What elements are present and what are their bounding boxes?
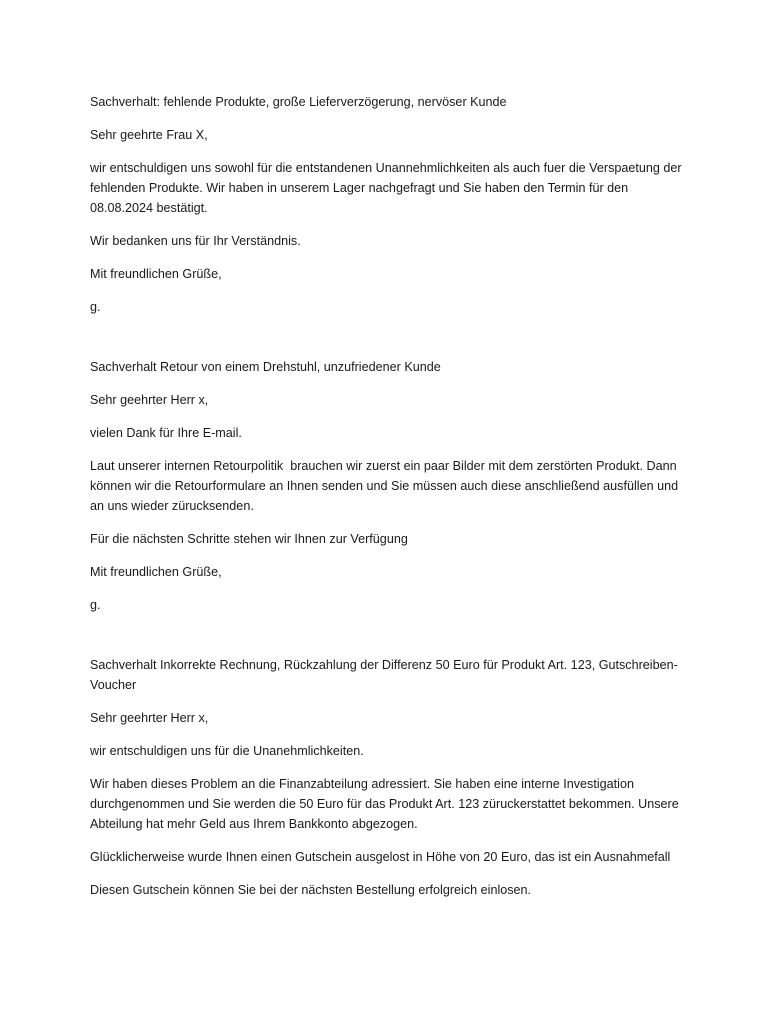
letter-2-salutation: Sehr geehrter Herr x, (90, 393, 209, 407)
letter-2-paragraph-3: Für die nächsten Schritte stehen wir Ihnen zur Verfügung (90, 532, 408, 546)
letter-2-paragraph-1: vielen Dank für Ihre E-mail. (90, 426, 242, 440)
section-spacer (90, 330, 690, 357)
letter-3-paragraph-2: Wir haben dieses Problem an die Finanzabteilung adressiert. Sie haben eine interne Investigation durchgenommen und Sie werden die 50 Euro für das Produkt Art. 123 züruckerstattet bekommen. Unsere Abteilung hat mehr Geld aus Ihrem Bankkonto abgezogen. (90, 777, 682, 831)
letter-3-paragraph-3: Glücklicherweise wurde Ihnen einen Gutschein ausgelost in Höhe von 20 Euro, das ist ein Ausnahmefall (90, 850, 671, 864)
letter-3-salutation: Sehr geehrter Herr x, (90, 711, 209, 725)
letter-2-paragraph-2: Laut unserer internen Retourpolitik brauchen wir zuerst ein paar Bilder mit dem zerstörten Produkt. Dann können wir die Retourformulare an Ihnen senden und Sie müssen auch diese anschließend ausfüllen und an uns wieder zürucksenden. (90, 459, 682, 513)
document-body (90, 92, 690, 913)
letter-1-subject: Sachverhalt: fehlende Produkte, große Lieferverzögerung, nervöser Kunde (90, 95, 507, 109)
letter-3-paragraph-4: Diesen Gutschein können Sie bei der nächsten Bestellung erfolgreich einlosen. (90, 883, 532, 897)
letter-1-paragraph-2: Wir bedanken uns für Ihr Verständnis. (90, 234, 301, 248)
letter-1-signature: g. (90, 300, 101, 314)
section-spacer (90, 628, 690, 655)
letter-3-paragraph-1: wir entschuldigen uns für die Unanehmlichkeiten. (90, 744, 364, 758)
letter-2-subject: Sachverhalt Retour von einem Drehstuhl, unzufriedener Kunde (90, 360, 441, 374)
letter-1-closing: Mit freundlichen Grüße, (90, 267, 222, 281)
letter-3-subject: Sachverhalt Inkorrekte Rechnung, Rückzahlung der Differenz 50 Euro für Produkt Art. 123, Gutschreiben-Voucher (90, 658, 678, 692)
letter-2-closing: Mit freundlichen Grüße, (90, 565, 222, 579)
letter-1-paragraph-1: wir entschuldigen uns sowohl für die entstandenen Unannehmlichkeiten als auch fuer die Verspaetung der fehlenden Produkte. Wir haben in unserem Lager nachgefragt und Sie haben den Termin für den 08.08.2024 bestätigt. (90, 161, 686, 215)
letter-2-signature: g. (90, 598, 101, 612)
letter-1-salutation: Sehr geehrte Frau X, (90, 128, 208, 142)
